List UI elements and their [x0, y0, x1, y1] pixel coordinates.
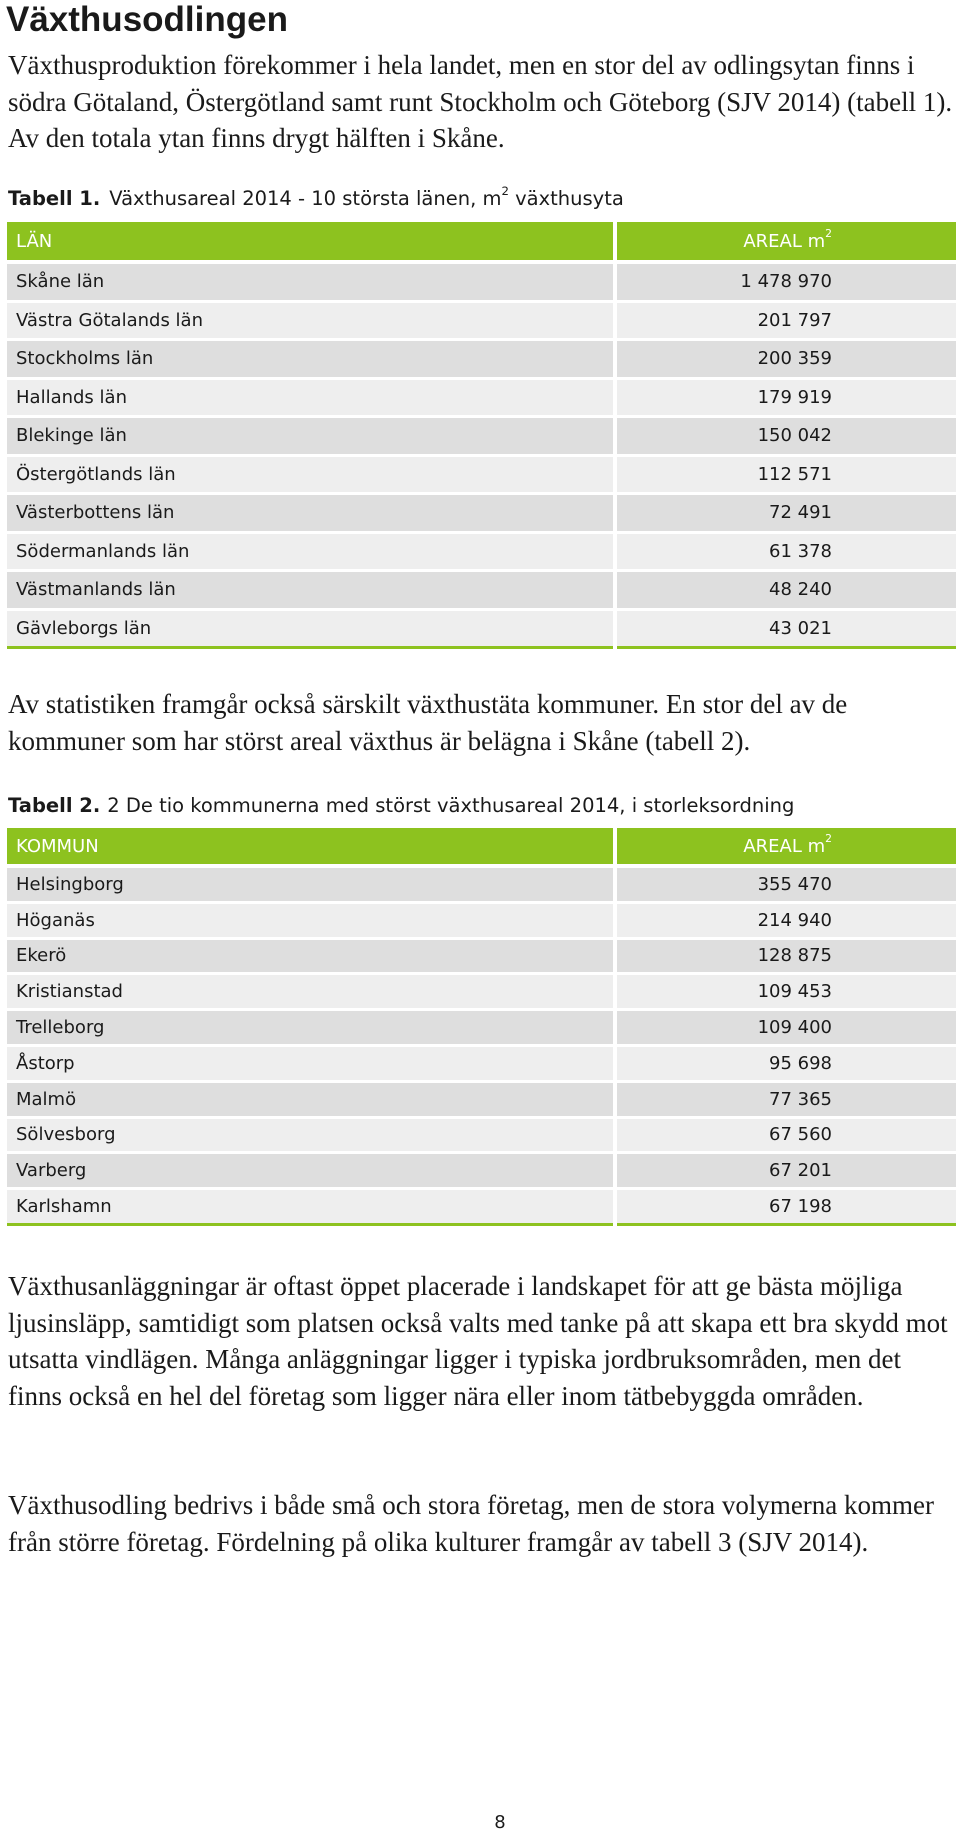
table2-row [7, 1045, 956, 1081]
table1-row [7, 417, 956, 456]
table2-caption-text: 2 De tio kommunerna med störst växthusareal 2014, i storleksordning [107, 794, 795, 817]
table2-area-cell: 214 940 [615, 902, 956, 938]
table2-name-cell: Helsingborg [7, 866, 615, 902]
table2-name-cell: Varberg [7, 1153, 615, 1189]
middle-paragraph: Av statistiken framgår också särskilt växthustäta kommuner. En stor del av de kommuner som har störst areal växthus är belägna i Skåne (tabell 2). [8, 689, 848, 756]
table2-name-cell: Åstorp [7, 1045, 615, 1081]
table1-name-cell: Västra Götalands län [7, 301, 615, 340]
table2-area-cell: 67 201 [615, 1153, 956, 1189]
table1-area-cell: 61 378 [615, 532, 956, 571]
section-title: Växthusodlingen [6, 0, 288, 39]
table1-label: Tabell 1. [8, 187, 101, 210]
table2-area-cell: 95 698 [615, 1045, 956, 1081]
table1-caption-superscript: 2 [501, 184, 509, 199]
table2-row [7, 1117, 956, 1153]
table2-row [7, 902, 956, 938]
table1-row [7, 609, 956, 648]
table1-name-cell: Östergötlands län [7, 455, 615, 494]
table1-body [7, 262, 956, 648]
table1-name-cell: Gävleborgs län [7, 609, 615, 648]
companies-paragraph: Växthusodling bedrivs i både små och stora företag, men de stora volymerna kommer från större företag. Fördelning på olika kulturer framgår av tabell 3 (SJV 2014). [8, 1490, 935, 1557]
table1-name-cell: Hallands län [7, 378, 615, 417]
table1-header-area-label: AREAL m [743, 230, 826, 252]
table2-header-area [615, 828, 956, 866]
table1-name-cell: Södermanlands län [7, 532, 615, 571]
table2-row [7, 1189, 956, 1225]
table2-area-cell: 128 875 [615, 938, 956, 974]
table1-area-cell: 200 359 [615, 340, 956, 379]
facilities-paragraph: Växthusanläggningar är oftast öppet placerade i landskapet för att ge bästa möjliga ljusinsläpp, samtidigt som platsen också valts med tanke på att skapa ett bra skydd mot utsatta vindlägen. Många anläggningar ligger i typiska jordbruksområden, men det finns också en hel del företag som ligger nära eller inom tätbebyggda områden. [8, 1271, 948, 1411]
table2-header-area-superscript: 2 [825, 832, 832, 846]
table1-area-cell: 72 491 [615, 494, 956, 533]
table2-area-cell: 109 453 [615, 974, 956, 1010]
table1-name-cell: Blekinge län [7, 417, 615, 456]
table1-row [7, 301, 956, 340]
table1-row [7, 340, 956, 379]
table1-header-county-label: LÄN [16, 230, 53, 252]
table2-area-cell: 109 400 [615, 1010, 956, 1046]
table2-row [7, 866, 956, 902]
table2-area-cell: 67 198 [615, 1189, 956, 1225]
table1-header-area [615, 222, 956, 262]
table2 [7, 828, 956, 1226]
table2-caption [8, 793, 794, 819]
table2-row [7, 938, 956, 974]
table1-name-cell: Västerbottens län [7, 494, 615, 533]
table1-row [7, 494, 956, 533]
table2-header-area-label: AREAL m [743, 835, 826, 857]
table2-header-municipality-label: KOMMUN [16, 835, 99, 857]
table2-name-cell: Trelleborg [7, 1010, 615, 1046]
table2-header-row [7, 828, 956, 866]
table1-header-row [7, 222, 956, 262]
table1-header-area-superscript: 2 [825, 227, 832, 241]
table1-area-cell: 1 478 970 [615, 262, 956, 301]
table2-name-cell: Sölvesborg [7, 1117, 615, 1153]
table2-name-cell: Kristianstad [7, 974, 615, 1010]
table1-row [7, 262, 956, 301]
table2-row [7, 974, 956, 1010]
table1-row [7, 571, 956, 610]
table2-name-cell: Ekerö [7, 938, 615, 974]
table1-area-cell: 179 919 [615, 378, 956, 417]
table1-area-cell: 48 240 [615, 571, 956, 610]
table1-area-cell: 150 042 [615, 417, 956, 456]
table1-row [7, 532, 956, 571]
table2-body [7, 866, 956, 1224]
table1-row [7, 378, 956, 417]
table2-name-cell: Karlshamn [7, 1189, 615, 1225]
table2-row [7, 1010, 956, 1046]
table2-name-cell: Malmö [7, 1081, 615, 1117]
table2-label: Tabell 2. [8, 794, 101, 817]
table1-caption-text: Växthusareal 2014 - 10 största länen, m [109, 187, 502, 210]
table1-caption [8, 186, 624, 212]
table2-row [7, 1153, 956, 1189]
table1-name-cell: Skåne län [7, 262, 615, 301]
page-number: 8 [494, 1812, 506, 1833]
table1-name-cell: Västmanlands län [7, 571, 615, 610]
table2-name-cell: Höganäs [7, 902, 615, 938]
table1-name-cell: Stockholms län [7, 340, 615, 379]
table1-caption-suffix: växthusyta [508, 187, 624, 210]
table1-header-county [7, 222, 615, 262]
table2-area-cell: 77 365 [615, 1081, 956, 1117]
table1-area-cell: 112 571 [615, 455, 956, 494]
table2-header-municipality [7, 828, 615, 866]
table2-area-cell: 67 560 [615, 1117, 956, 1153]
table1 [7, 222, 956, 649]
table1-area-cell: 201 797 [615, 301, 956, 340]
intro-paragraph: Växthusproduktion förekommer i hela landet, men en stor del av odlingsytan finns i södra Götaland, Östergötland samt runt Stockholm och Göteborg (SJV 2014) (tabell 1). Av den totala ytan finns drygt hälften i Skåne. [8, 50, 953, 153]
table1-area-cell: 43 021 [615, 609, 956, 648]
table2-row [7, 1081, 956, 1117]
table1-row [7, 455, 956, 494]
table2-area-cell: 355 470 [615, 866, 956, 902]
